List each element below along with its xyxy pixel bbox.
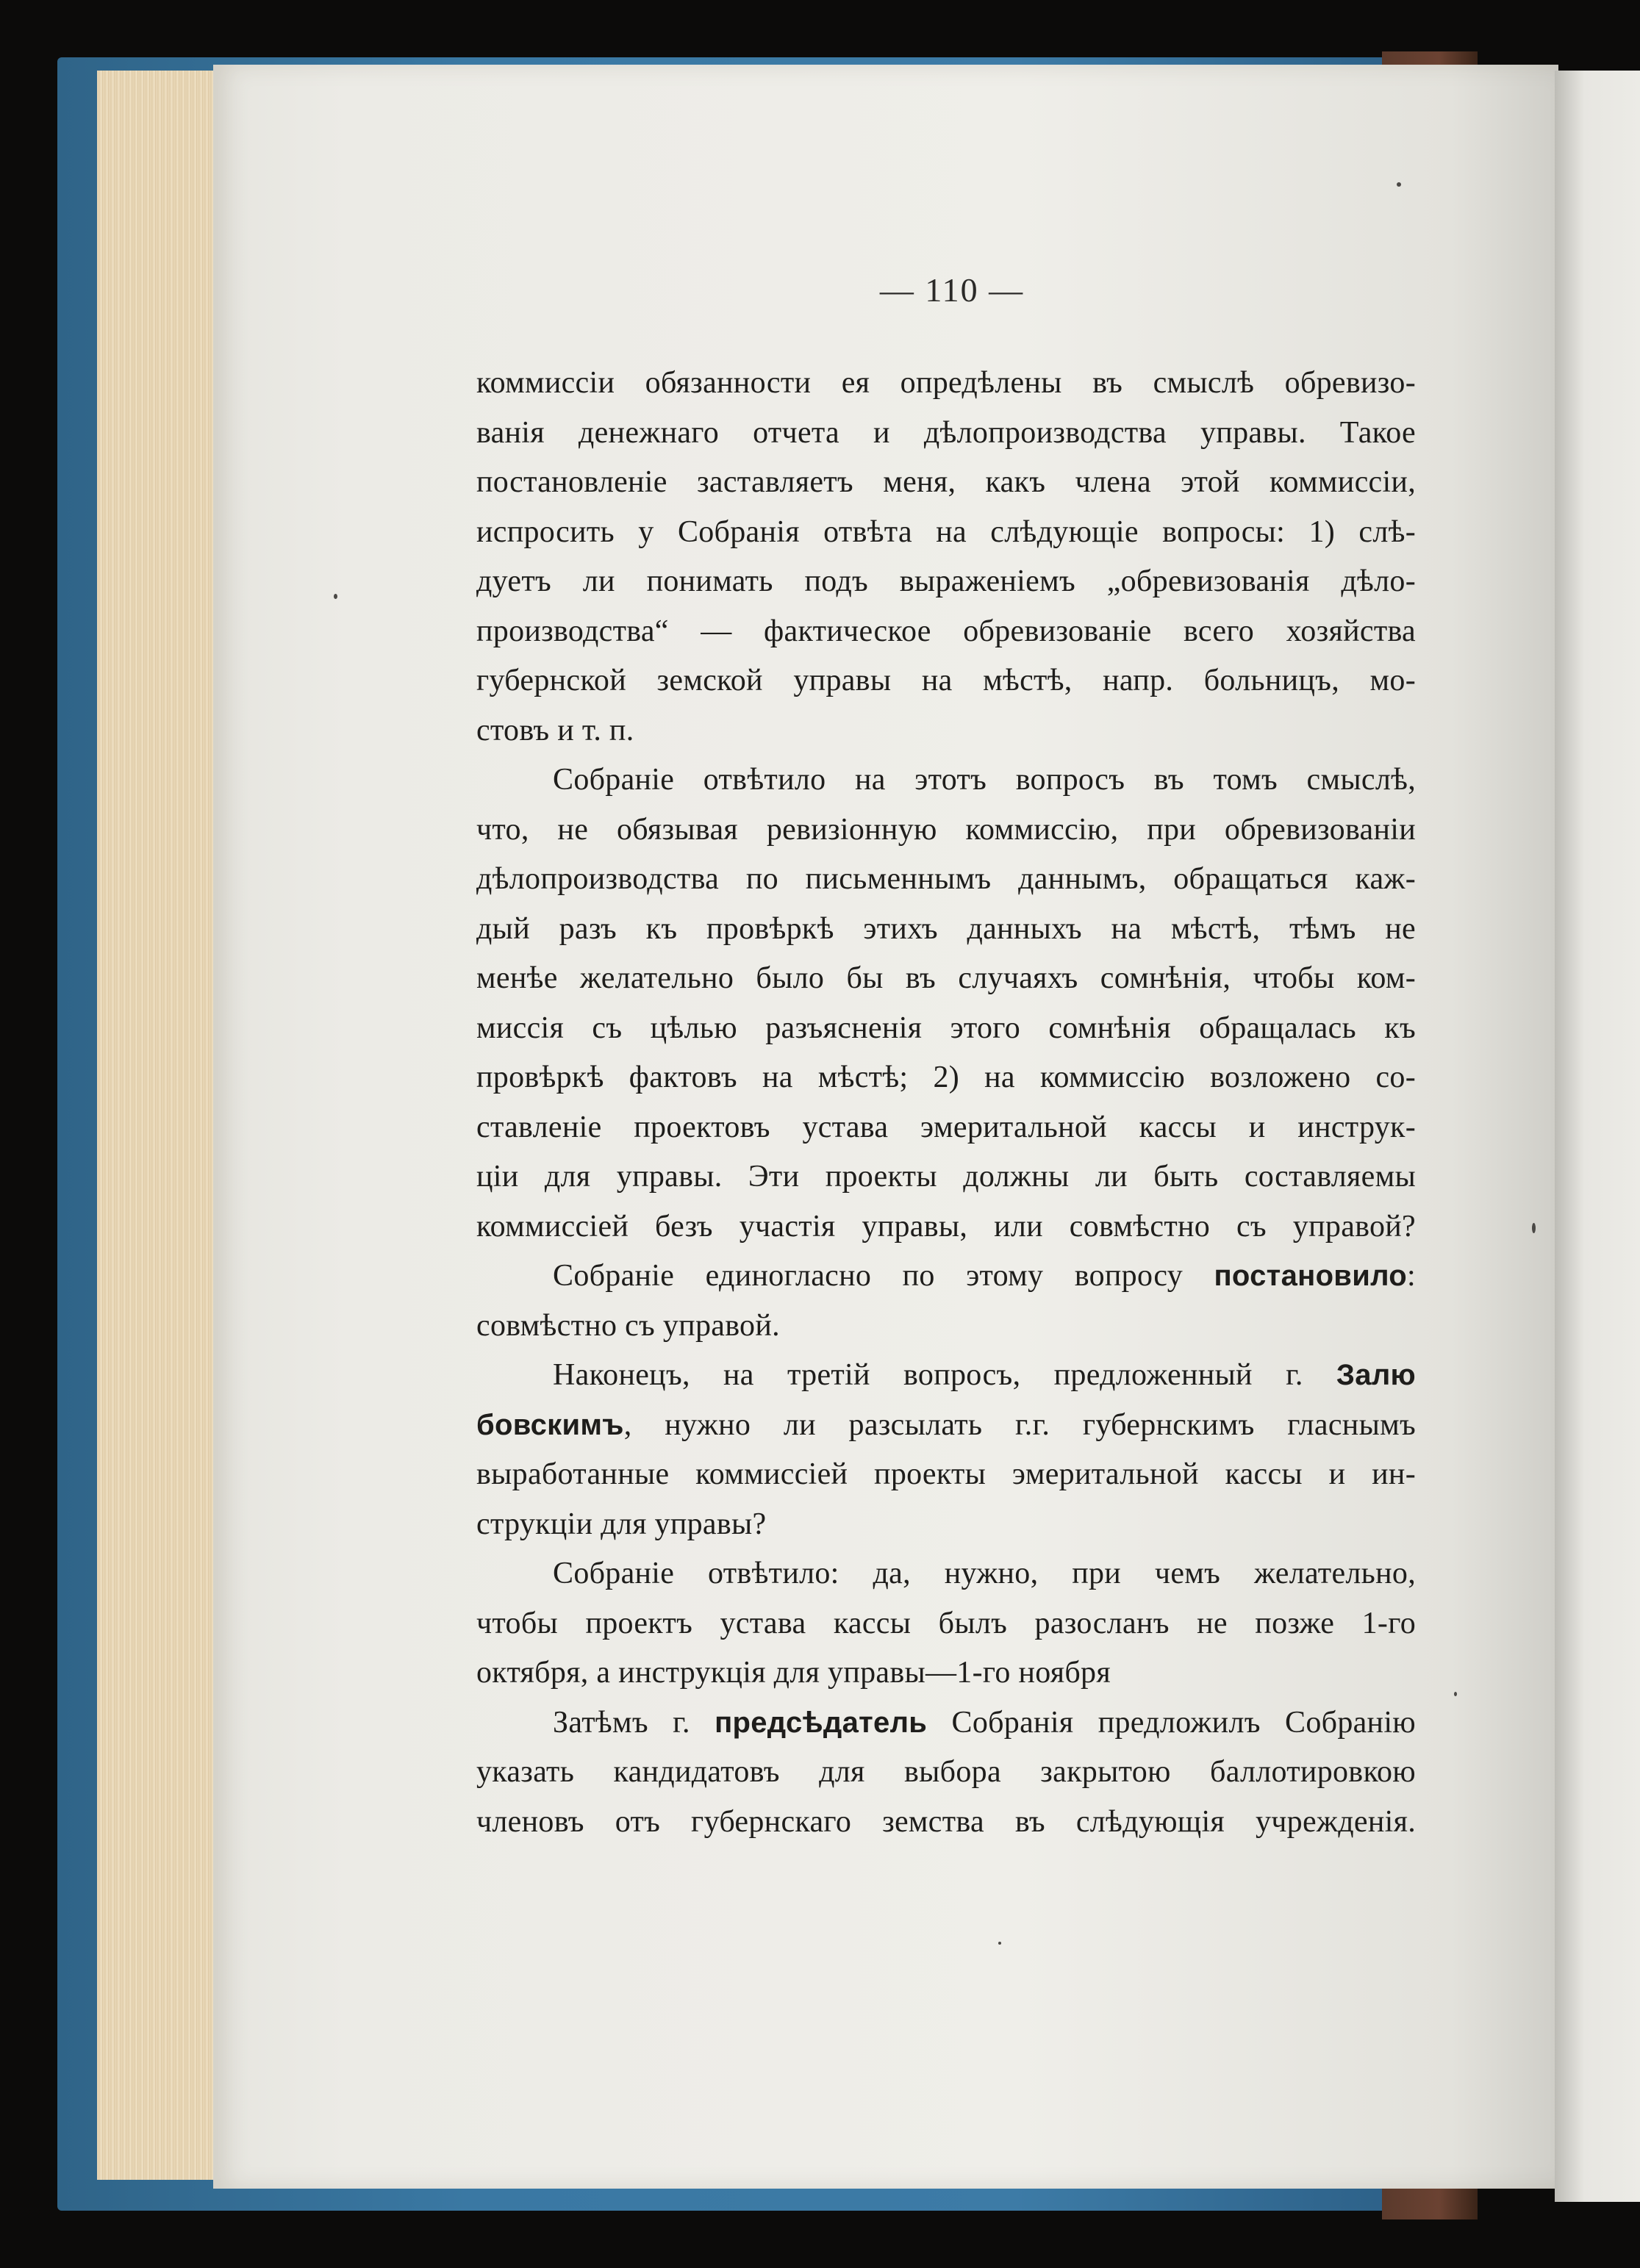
paragraph-2 bbox=[476, 756, 1416, 1252]
bold-name: Залю bbox=[1336, 1359, 1416, 1391]
text-line bbox=[476, 1698, 1416, 1748]
text-line: членовъ отъ губернскаго земства въ слѣдующiя учрежденiя. bbox=[476, 1804, 1416, 1839]
page-body bbox=[476, 359, 1416, 1847]
text-line: миссiя съ цѣлью разъясненiя этого сомнѣнiя обращалась къ bbox=[476, 1011, 1416, 1045]
text-run: Собранiя предложилъ Собранiю bbox=[927, 1705, 1416, 1740]
text-run: , нужно ли разсылать г.г. губернскимъ гласнымъ bbox=[623, 1407, 1416, 1442]
bold-term: предсѣдатель bbox=[715, 1706, 928, 1739]
text-line: указать кандидатовъ для выбора закрытою баллотировкою bbox=[476, 1755, 1416, 1789]
text-line: губернской земской управы на мѣстѣ, напр. больницъ, мо- bbox=[476, 664, 1416, 697]
text-line: ставленiе проектовъ устава эмеритальной кассы и инструк- bbox=[476, 1110, 1416, 1144]
bold-term: постановило bbox=[1214, 1260, 1408, 1292]
paper-speck bbox=[334, 594, 337, 599]
paragraph-6 bbox=[476, 1698, 1416, 1848]
text-line: октября, а инструкцiя для управы—1-го ноября bbox=[476, 1656, 1111, 1690]
text-line: чтобы проектъ устава кассы былъ разосланъ не позже 1-го bbox=[476, 1606, 1416, 1640]
text-line: совмѣстно съ управой. bbox=[476, 1308, 780, 1343]
text-run: Собранiе единогласно по этому вопросу bbox=[553, 1259, 1214, 1293]
text-line: коммиссiи обязанности ея опредѣлены въ смыслѣ обревизо- bbox=[476, 366, 1416, 400]
facing-page-edge bbox=[1555, 71, 1640, 2202]
text-line: что, не обязывая ревизiонную коммиссiю, при обревизованiи bbox=[476, 812, 1416, 847]
text-line: постановленiе заставляетъ меня, какъ члена этой коммиссiи, bbox=[476, 465, 1416, 499]
text-line: провѣркѣ фактовъ на мѣстѣ; 2) на коммиссiю возложено со- bbox=[476, 1061, 1416, 1094]
paragraph-3 bbox=[476, 1252, 1416, 1351]
text-line: коммиссiей безъ участiя управы, или совмѣстно съ управой? bbox=[476, 1209, 1416, 1244]
text-line: Собранiе отвѣтило: да, нужно, при чемъ желательно, bbox=[553, 1557, 1416, 1590]
text-line bbox=[476, 1351, 1416, 1401]
text-line: струкцiи для управы? bbox=[476, 1507, 767, 1541]
text-line: Собранiе отвѣтило на этотъ вопросъ въ томъ смыслѣ, bbox=[553, 763, 1416, 797]
paragraph-4 bbox=[476, 1351, 1416, 1549]
text-line: менѣе желательно было бы въ случаяхъ сомнѣнiя, чтобы ком- bbox=[476, 961, 1416, 995]
text-run: Наконецъ, на третiй вопросъ, предложенный г. bbox=[553, 1358, 1336, 1392]
text-run: : bbox=[1407, 1259, 1416, 1293]
paragraph-5 bbox=[476, 1549, 1416, 1698]
paper-speck bbox=[998, 1942, 1001, 1945]
text-run: Затѣмъ г. bbox=[553, 1705, 715, 1740]
bold-name: бовскимъ bbox=[476, 1408, 624, 1441]
text-line bbox=[476, 1401, 1416, 1451]
paper-speck bbox=[1532, 1223, 1536, 1233]
text-line: дый разъ къ провѣркѣ этихъ данныхъ на мѣстѣ, тѣмъ не bbox=[476, 911, 1416, 946]
text-line bbox=[476, 1252, 1416, 1302]
text-line: ванiя денежнаго отчета и дѣлопроизводства управы. Такое bbox=[476, 415, 1416, 450]
text-line: цiи для управы. Эти проекты должны ли быть составляемы bbox=[476, 1160, 1416, 1194]
text-line: дѣлопроизводства по письменнымъ даннымъ, обращаться каж- bbox=[476, 862, 1416, 896]
page-number: — 110 — bbox=[879, 271, 1025, 309]
text-line: производства“ — фактическое обревизованiе всего хозяйства bbox=[476, 614, 1416, 648]
paper-speck bbox=[1397, 182, 1401, 187]
text-line: выработанные коммиссiей проекты эмеритальной кассы и ин- bbox=[476, 1457, 1416, 1491]
text-line: стовъ и т. п. bbox=[476, 713, 634, 747]
paragraph-1 bbox=[476, 359, 1416, 756]
paper-speck bbox=[1454, 1692, 1457, 1696]
text-line: дуетъ ли понимать подъ выраженiемъ „обревизованiя дѣло- bbox=[476, 564, 1416, 598]
text-line: испросить у Собранiя отвѣта на слѣдующiе вопросы: 1) слѣ- bbox=[476, 514, 1416, 549]
